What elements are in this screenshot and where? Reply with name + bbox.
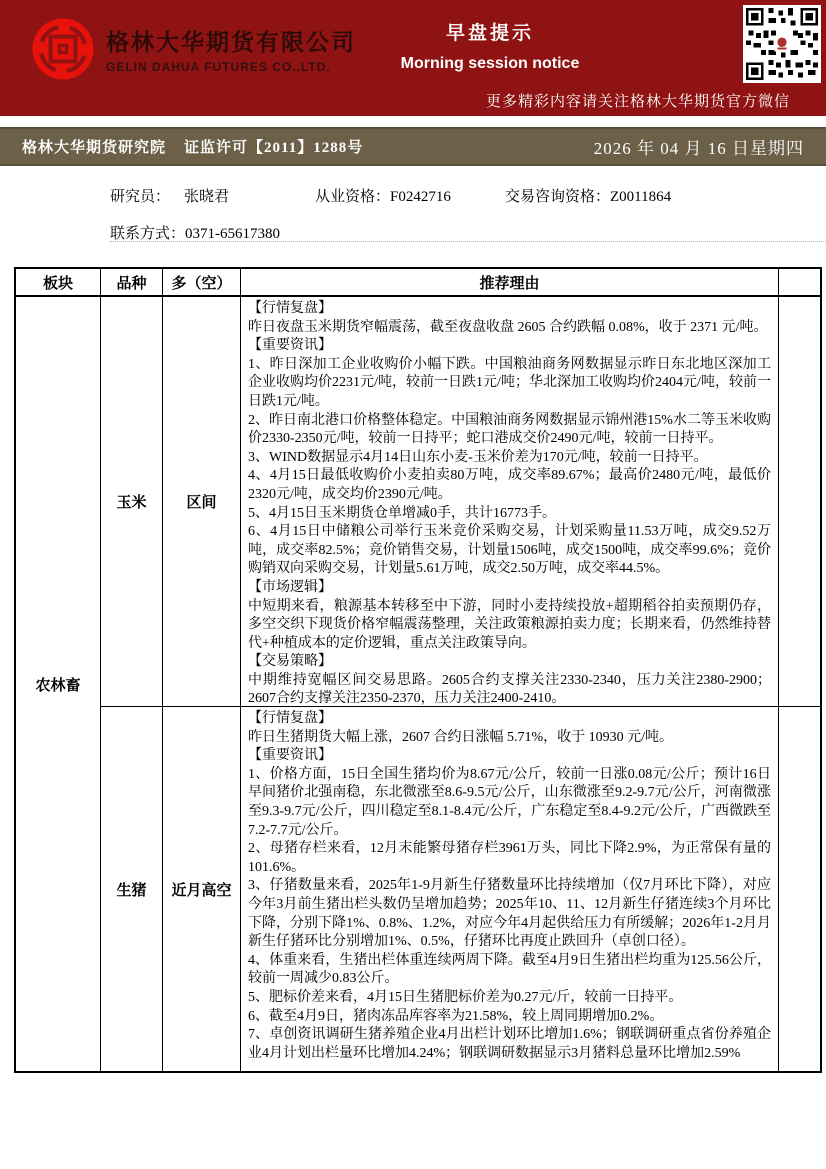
empty-cell-corn xyxy=(779,297,820,707)
reason-paragraph: 6、截至4月9日，猪肉冻品库容率为21.58%，较上周同期增加0.2%。 xyxy=(248,1008,664,1024)
reason-paragraph: 【市场逻辑】 xyxy=(248,579,332,595)
notice-title-block xyxy=(385,18,595,73)
position-cell-hog: 近月高空 xyxy=(163,707,241,1071)
contact-info: 联系方式：0371-65617380 xyxy=(110,226,281,242)
reason-paragraph: 昨日生猪期货大幅上涨，2607 合约日涨幅 5.71%，收于 10930 元/吨。 xyxy=(248,729,674,745)
reason-paragraph: 3、仔猪数量来看，2025年1-9月新生仔猪数量环比持续增加（仅7月环比下降），对应今年3月前生猪出栏头数仍呈增加趋势；2025年10、11、12月新生仔猪连续3个月环比下降，分别下降1%、0.8%、1.2%，对应今年4月起供给压力有所缓解；2026年1-2月月新生仔猪环比分别增加1%、0.5%，仔猪环比再度止跌回升（卓创口径）。 xyxy=(248,878,771,950)
company-logo-icon xyxy=(30,16,96,82)
reason-paragraph: 3、WIND数据显示4月14日山东小麦-玉米价差为170元/吨，较前一日持平。 xyxy=(248,449,708,465)
practice-cert: 从业资格：F0242716 xyxy=(315,189,451,205)
advisory-cert: 交易咨询资格：Z0011864 xyxy=(505,189,672,205)
col-header-reason: 推荐理由 xyxy=(241,269,779,297)
reason-cell-corn xyxy=(241,297,779,707)
institute-name: 格林大华期货研究院 xyxy=(22,140,167,156)
institute-license xyxy=(22,136,363,157)
reason-paragraph: 7、卓创资讯调研生猪养殖企业4月出栏计划环比增加1.6%；钢联调研重点省份养殖企业4月计划出栏量环比增加4.24%；钢联调研数据显示3月猪料总量环比增加2.59% xyxy=(248,1027,771,1061)
col-header-position: 多（空） xyxy=(163,269,241,297)
license-number: 证监许可【2011】1288号 xyxy=(184,140,364,156)
company-brand xyxy=(106,24,356,74)
reason-paragraph: 1、价格方面，15日全国生猪均价为8.67元/公斤，较前一日涨0.08元/公斤；预计16日早间猪价北强南稳，东北微涨至8.6-9.5元/公斤，山东微涨至9.2-9.7元/公斤，河南微涨至9.3-9.7元/公斤，四川稳定至8.1-8.4元/公斤，广东稳定至8.4-9.2元/公斤，广西微跌至7.2-7.7元/公斤。 xyxy=(248,766,771,838)
wechat-follow-note: 更多精彩内容请关注格林大华期货官方微信 xyxy=(485,94,790,110)
col-header-empty xyxy=(779,269,820,297)
reason-paragraph: 6、4月15日中储粮公司举行玉米竞价采购交易，计划采购量11.53万吨，成交9.52万吨，成交率82.5%；竞价销售交易，计划量1506吨，成交1500吨，成交率99.6%；竞价购销双向采购交易，计划量5.61万吨，成交2.50万吨，成交率44.5%。 xyxy=(248,524,771,577)
empty-cell-hog xyxy=(779,707,820,1071)
col-header-sector: 板块 xyxy=(16,269,101,297)
reason-paragraph: 2、母猪存栏来看，12月末能繁母猪存栏3961万头，同比下降2.9%，为正常保有量的101.6%。 xyxy=(248,841,771,875)
company-name-en: GELIN DAHUA FUTURES CO.,LTD. xyxy=(106,60,331,74)
masthead xyxy=(0,0,826,116)
reason-paragraph: 【行情复盘】 xyxy=(248,711,332,726)
position-cell-corn: 区间 xyxy=(163,297,241,707)
reason-paragraph: 【交易策略】 xyxy=(248,654,332,670)
sector-cell: 农林畜 xyxy=(16,297,101,1071)
reason-paragraph: 【行情复盘】 xyxy=(248,301,332,316)
wechat-qr-code-icon xyxy=(743,5,821,83)
reason-paragraph: 【重要资讯】 xyxy=(248,338,332,354)
reason-paragraph: 4、4月15日最低收购价小麦拍卖80万吨，成交率89.67%；最高价2480元/吨，最低价2320元/吨，成交均价2390元/吨。 xyxy=(248,468,771,502)
notice-title-cn: 早盘提示 xyxy=(445,23,534,44)
reason-paragraph: 中期维持宽幅区间交易思路。2605合约支撑关注2330-2340，压力关注2380-2900；2607合约支撑关注2350-2370，压力关注2400-2410。 xyxy=(248,672,771,707)
reason-paragraph: 4、体重来看，生猪出栏体重连续两周下降。截至4月9日生猪出栏均重为125.56公斤，较前一周减少0.83公斤。 xyxy=(248,952,771,987)
researcher-block xyxy=(110,185,816,243)
reason-paragraph: 2、昨日南北港口价格整体稳定。中国粮油商务网数据显示锦州港15%水二等玉米收购价2330-2350元/吨，较前一日持平；蛇口港成交价2490元/吨，较前一日持平。 xyxy=(248,412,771,447)
variety-cell-corn: 玉米 xyxy=(101,297,163,707)
reason-paragraph: 【重要资讯】 xyxy=(248,748,332,764)
researcher-name: 研究员： 张晓君 xyxy=(110,189,230,205)
reason-paragraph: 1、昨日深加工企业收购价小幅下跌。中国粮油商务网数据显示昨日东北地区深加工企业收购均价2231元/吨，较前一日跌1元/吨；华北深加工收购均价2404元/吨，较前一日跌1元/吨。 xyxy=(248,356,771,409)
reason-cell-hog xyxy=(241,707,779,1071)
variety-cell-hog: 生猪 xyxy=(101,707,163,1071)
report-date: 2026 年 04 月 16 日星期四 xyxy=(593,139,804,158)
reason-paragraph: 5、肥标价差来看，4月15日生猪肥标价差为0.27元/斤，较前一日持平。 xyxy=(248,989,683,1005)
reason-paragraph: 中短期来看，粮源基本转移至中下游，同时小麦持续投放+超期稻谷拍卖预期仍存，多空交织下现货价格窄幅震荡整理，关注政策粮源拍卖力度；长期来看，仍然维持替代+种植成本的定价逻辑，重点关注政策导向。 xyxy=(248,598,771,651)
recommendation-table xyxy=(14,267,822,1073)
col-header-variety: 品种 xyxy=(101,269,163,297)
reason-paragraph: 5、4月15日玉米期货仓单增减0手，共计16773手。 xyxy=(248,505,556,521)
notice-title-en: Morning session notice xyxy=(400,55,580,72)
info-bar xyxy=(0,127,826,166)
researcher-line1 xyxy=(110,185,816,206)
dotted-separator xyxy=(110,241,826,242)
company-name-cn: 格林大华期货有限公司 xyxy=(106,30,356,55)
reason-paragraph: 昨日夜盘玉米期货窄幅震荡，截至夜盘收盘 2605 合约跌幅 0.08%，收于 2371 元/吨。 xyxy=(248,319,768,335)
